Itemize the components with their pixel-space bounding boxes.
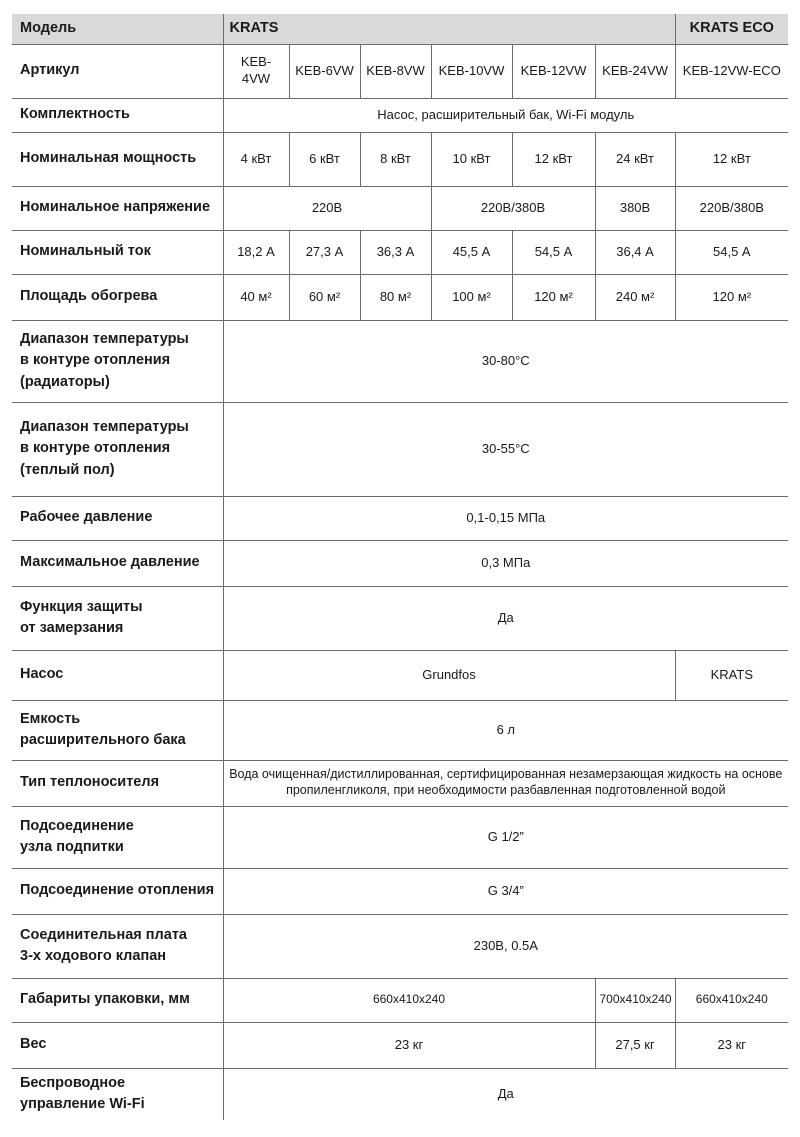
table-row-power xyxy=(12,132,788,186)
row-label: Диапазон температуры в контуре отопления (радиаторы) xyxy=(12,320,223,402)
table-row-temp-radiators xyxy=(12,320,788,402)
dims-cell: 700x410x240 xyxy=(595,978,675,1022)
completeness-cell: Насос, расширительный бак, Wi-Fi модуль xyxy=(223,98,788,132)
table-row-area xyxy=(12,274,788,320)
power-cell: 24 кВт xyxy=(595,132,675,186)
heating-conn-cell: G 3/4” xyxy=(223,868,788,914)
row-label: Вес xyxy=(12,1022,223,1068)
article-cell: KEB-6VW xyxy=(289,44,360,98)
area-cell: 100 м² xyxy=(431,274,512,320)
work-pressure-cell: 0,1-0,15 МПа xyxy=(223,496,788,540)
dims-cell: 660x410x240 xyxy=(675,978,788,1022)
row-label: Комплектность xyxy=(12,98,223,132)
row-label: Соединительная плата 3-х ходового клапан xyxy=(12,914,223,978)
table-row-pump xyxy=(12,650,788,700)
row-label: Площадь обогрева xyxy=(12,274,223,320)
area-cell: 60 м² xyxy=(289,274,360,320)
current-cell: 36,4 А xyxy=(595,230,675,274)
article-cell: KEB-10VW xyxy=(431,44,512,98)
power-cell: 6 кВт xyxy=(289,132,360,186)
table-row-makeup xyxy=(12,806,788,868)
table-row-completeness xyxy=(12,98,788,132)
pump-cell: KRATS xyxy=(675,650,788,700)
temp-radiators-cell: 30-80°C xyxy=(223,320,788,402)
row-label: Номинальный ток xyxy=(12,230,223,274)
area-cell: 120 м² xyxy=(675,274,788,320)
wifi-cell: Да xyxy=(223,1068,788,1120)
table-row-current xyxy=(12,230,788,274)
row-label: Номинальная мощность xyxy=(12,132,223,186)
row-label: Насос xyxy=(12,650,223,700)
voltage-cell: 220В/380В xyxy=(675,186,788,230)
table-row-dims xyxy=(12,978,788,1022)
area-cell: 80 м² xyxy=(360,274,431,320)
row-label: Беспроводное управление Wi-Fi xyxy=(12,1068,223,1120)
row-label: Артикул xyxy=(12,44,223,98)
row-label: Емкость расширительного бака xyxy=(12,700,223,760)
header-series-krats: KRATS xyxy=(223,14,675,44)
row-label: Подсоединение отопления xyxy=(12,868,223,914)
coolant-cell: Вода очищенная/дистиллированная, сертифицированная незамерзающая жидкость на основе пропиленгликоля, при необходимости разбавленная подготовленной водой xyxy=(223,760,788,806)
board-cell: 230В, 0.5А xyxy=(223,914,788,978)
voltage-cell: 220В/380В xyxy=(431,186,595,230)
table-row-work-pressure xyxy=(12,496,788,540)
tank-cell: 6 л xyxy=(223,700,788,760)
current-cell: 54,5 А xyxy=(675,230,788,274)
table-row-coolant xyxy=(12,760,788,806)
table-row-max-pressure xyxy=(12,540,788,586)
current-cell: 54,5 А xyxy=(512,230,595,274)
row-label: Габариты упаковки, мм xyxy=(12,978,223,1022)
table-row-voltage xyxy=(12,186,788,230)
table-row-temp-floor xyxy=(12,402,788,496)
power-cell: 4 кВт xyxy=(223,132,289,186)
table-row-frost xyxy=(12,586,788,650)
spec-table xyxy=(12,14,788,1120)
current-cell: 45,5 А xyxy=(431,230,512,274)
row-label: Тип теплоносителя xyxy=(12,760,223,806)
voltage-cell: 380В xyxy=(595,186,675,230)
row-label: Диапазон температуры в контуре отопления (теплый пол) xyxy=(12,402,223,496)
row-label: Максимальное давление xyxy=(12,540,223,586)
power-cell: 12 кВт xyxy=(512,132,595,186)
weight-cell: 27,5 кг xyxy=(595,1022,675,1068)
dims-cell: 660x410x240 xyxy=(223,978,595,1022)
power-cell: 12 кВт xyxy=(675,132,788,186)
row-label: Функция защиты от замерзания xyxy=(12,586,223,650)
voltage-cell: 220В xyxy=(223,186,431,230)
pump-cell: Grundfos xyxy=(223,650,675,700)
current-cell: 27,3 А xyxy=(289,230,360,274)
temp-floor-cell: 30-55°C xyxy=(223,402,788,496)
article-cell: KEB-12VW-ECO xyxy=(675,44,788,98)
area-cell: 40 м² xyxy=(223,274,289,320)
article-cell: KEB-4VW xyxy=(223,44,289,98)
power-cell: 10 кВт xyxy=(431,132,512,186)
weight-cell: 23 кг xyxy=(223,1022,595,1068)
area-cell: 240 м² xyxy=(595,274,675,320)
table-header-row xyxy=(12,14,788,44)
article-cell: KEB-24VW xyxy=(595,44,675,98)
current-cell: 36,3 А xyxy=(360,230,431,274)
article-cell: KEB-8VW xyxy=(360,44,431,98)
table-row-board xyxy=(12,914,788,978)
power-cell: 8 кВт xyxy=(360,132,431,186)
table-row-weight xyxy=(12,1022,788,1068)
current-cell: 18,2 А xyxy=(223,230,289,274)
max-pressure-cell: 0,3 МПа xyxy=(223,540,788,586)
row-label: Номинальное напряжение xyxy=(12,186,223,230)
table-row-article xyxy=(12,44,788,98)
table-row-tank xyxy=(12,700,788,760)
makeup-cell: G 1/2” xyxy=(223,806,788,868)
frost-cell: Да xyxy=(223,586,788,650)
table-row-heating-conn xyxy=(12,868,788,914)
table-row-wifi xyxy=(12,1068,788,1120)
area-cell: 120 м² xyxy=(512,274,595,320)
row-label: Рабочее давление xyxy=(12,496,223,540)
weight-cell: 23 кг xyxy=(675,1022,788,1068)
row-label: Подсоединение узла подпитки xyxy=(12,806,223,868)
article-cell: KEB-12VW xyxy=(512,44,595,98)
header-series-eco: KRATS ECO xyxy=(675,14,788,44)
header-model-label: Модель xyxy=(12,14,223,44)
